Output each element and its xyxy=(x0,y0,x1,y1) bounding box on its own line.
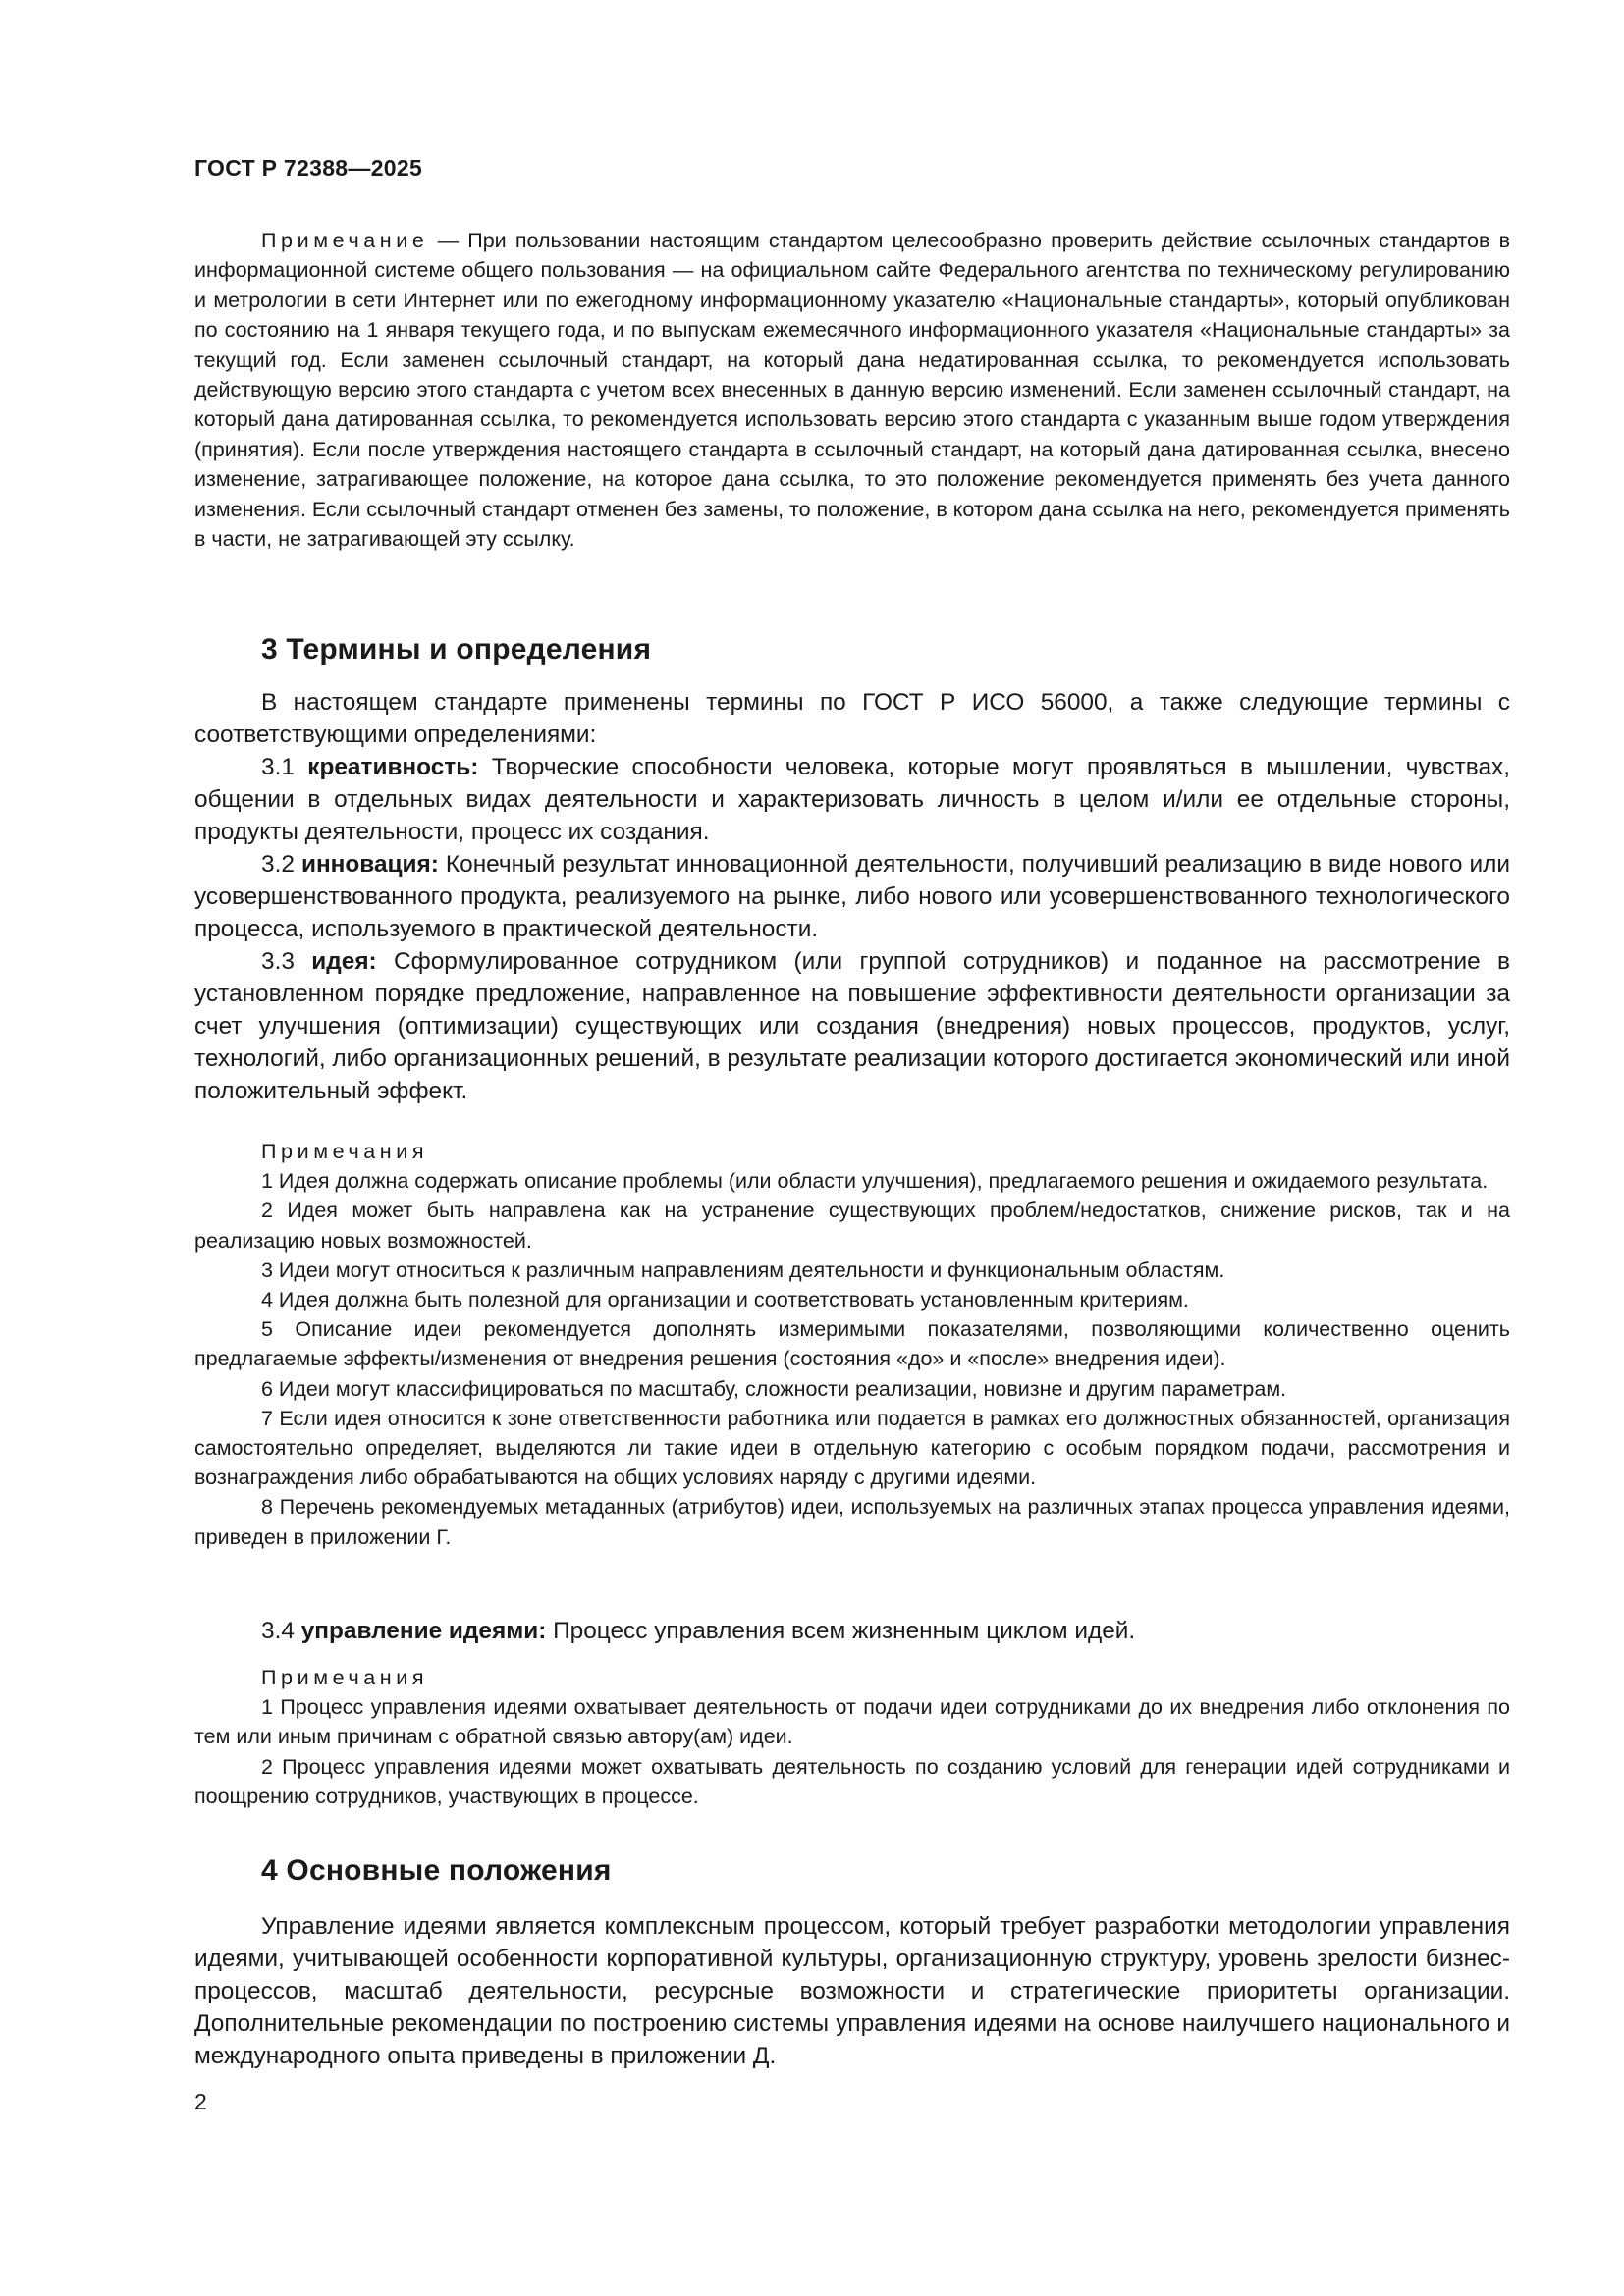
term-3-4 xyxy=(194,1615,1510,1647)
note-item: 1 Процесс управления идеями охватывает деятельность от подачи идеи сотрудниками до их внедрения либо отклонения по тем или иным причинам с обратной связью автору(ам) идеи. xyxy=(194,1695,1510,1749)
section-4-body xyxy=(194,1910,1510,2072)
note-item: 8 Перечень рекомендуемых метаданных (атрибутов) идеи, используемых на различных этапах процесса управления идеями, приведен в приложении Г. xyxy=(194,1495,1510,1549)
note-item: 2 Идея может быть направлена как на устранение существующих проблем/недостатков, снижение рисков, так и на реализацию новых возможностей. xyxy=(194,1199,1510,1253)
term-definition: Сформулированное сотрудником (или группой сотрудников) и поданное на рассмотрение в установленном порядке предложение, направленное на повышение эффективности деятельности организации за счет улучшения (оптимизации) существующих или создания (внедрения) новых процессов, продуктов, услуг, технологий, либо организационных решений, в результате реализации которого достигается экономический или иной положительный эффект. xyxy=(194,948,1510,1104)
note-label: Примечание xyxy=(261,229,429,252)
notes-3-3 xyxy=(194,1137,1510,1552)
term-3-2 xyxy=(194,848,1510,945)
note-text: — При пользовании настоящим стандартом целесообразно проверить действие ссылочных стандартов в информационной системе общего пользования — на официальном сайте Федерального агентства по техническому регулированию и метрологии в сети Интернет или по ежегодному информационному указателю «Национальные стандарты», который опубликован по состоянию на 1 января текущего года, и по выпускам ежемесячного информационного указателя «Национальные стандарты» за текущий год. Если заменен ссылочный стандарт, на который дана недатированная ссылка, то рекомендуется использовать действующую версию этого стандарта с учетом всех внесенных в данную версию изменений. Если заменен ссылочный стандарт, на который дана датированная ссылка, то рекомендуется использовать версию этого стандарта с указанным выше годом утверждения (принятия). Если после утверждения настоящего стандарта в ссылочный стандарт, на который дана датированная ссылка, внесено изменение, затрагивающее положение, на которое дана ссылка, то это положение рекомендуется применять без учета данного изменения. Если ссылочный стандарт отменен без замены, то положение, в котором дана ссылка на него, рекомендуется применять в части, не затрагивающей эту ссылку. xyxy=(194,229,1510,552)
note-item: 5 Описание идеи рекомендуется дополнять измеримыми показателями, позволяющими количественно оценить предлагаемые эффекты/изменения от внедрения решения (состояния «до» и «после» внедрения идеи). xyxy=(194,1317,1510,1371)
note-item: 3 Идеи могут относиться к различным направлениям деятельности и функциональным областям. xyxy=(261,1257,1225,1282)
note-item: 1 Идея должна содержать описание проблемы (или области улучшения), предлагаемого решения и ожидаемого результата. xyxy=(261,1169,1489,1194)
section-3-intro: В настоящем стандарте применены термины по ГОСТ Р ИСО 56000, а также следующие термины с соответствующими определениями: xyxy=(194,689,1510,748)
term-number: 3.2 xyxy=(261,851,301,878)
section-3-body xyxy=(194,686,1510,1107)
section-3-title: 3 Термины и определения xyxy=(261,633,652,666)
term-number: 3.4 xyxy=(261,1618,301,1644)
notes-3-4 xyxy=(194,1663,1510,1811)
term-number: 3.3 xyxy=(261,948,312,975)
note-item: 4 Идея должна быть полезной для организации и соответствовать установленным критериям. xyxy=(261,1288,1189,1312)
term-definition: Процесс управления всем жизненным циклом идей. xyxy=(546,1618,1136,1644)
section-4-text: Управление идеями является комплексным процессом, который требует разработки методологии управления идеями, учитывающей особенности корпоративной культуры, организационную структуру, уровень зрелости бизнес-процессов, масштаб деятельности, ресурсные возможности и стратегические приоритеты организации. Дополнительные рекомендации по построению системы управления идеями на основе наилучшего национального и международного опыта приведены в приложении Д. xyxy=(194,1913,1510,2069)
term-3-3 xyxy=(194,945,1510,1107)
section-4-title: 4 Основные положения xyxy=(261,1854,612,1887)
page-number: 2 xyxy=(194,2089,207,2114)
term-definition: Творческие способности человека, которые могут проявляться в мышлении, чувствах, общении в отдельных видах деятельности и характеризовать личность в целом и/или ее отдельные стороны, продукты деятельности, процесс их создания. xyxy=(194,754,1510,845)
document-header: ГОСТ Р 72388—2025 xyxy=(194,155,423,181)
term-3-4-line xyxy=(194,1615,1510,1647)
term-3-1 xyxy=(194,751,1510,848)
term-number: 3.1 xyxy=(261,754,308,780)
term-definition: Конечный результат инновационной деятельности, получивший реализацию в виде нового или усовершенствованного продукта, реализуемого на рынке, либо нового или усовершенствованного технологического процесса, используемого в практической деятельности. xyxy=(194,851,1510,942)
term-name: идея: xyxy=(311,948,377,975)
intro-note xyxy=(194,226,1510,554)
note-item: 6 Идеи могут классифицироваться по масштабу, сложности реализации, новизне и другим параметрам. xyxy=(261,1376,1287,1401)
note-item: 2 Процесс управления идеями может охватывать деятельность по созданию условий для генерации идей сотрудниками и поощрению сотрудников, участвующих в процессе. xyxy=(194,1754,1510,1808)
notes-heading: Примечания xyxy=(261,1140,429,1163)
notes-heading: Примечания xyxy=(261,1666,429,1689)
term-name: креативность: xyxy=(307,754,479,780)
term-name: управление идеями: xyxy=(300,1618,547,1644)
term-name: инновация: xyxy=(300,851,439,878)
note-item: 7 Если идея относится к зоне ответственности работника или подается в рамках его должностных обязанностей, организация самостоятельно определяет, выделяются ли такие идеи в отдельную категорию с особым порядком подачи, рассмотрения и вознаграждения либо обрабатываются на общих условиях наряду с другими идеями. xyxy=(194,1406,1510,1490)
